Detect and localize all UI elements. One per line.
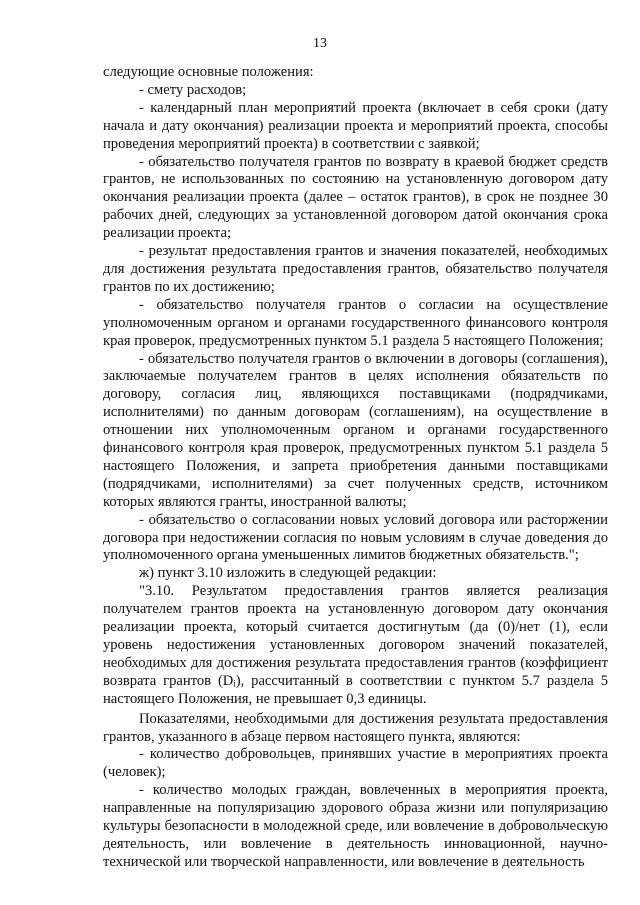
list-item-new-terms: - обязательство о согласовании новых условий договора или расторжении договора при недостижении согласия по новым условиям в случае доведения до уполномоченного органа уменьшенных лимитов бюджетных обязательств.";: [103, 511, 608, 564]
list-item-refund-obligation: - обязательство получателя грантов по возврату в краевой бюджет средств грантов, не использованных по состоянию на установленную договором дату окончания реализации проекта (далее – остаток грантов), в срок не позднее 30 рабочих дней, следующих за установленной договором датой окончания срока реализации проекта;: [103, 153, 608, 242]
list-item-volunteers: - количество добровольцев, принявших участие в мероприятиях проекта (человек);: [103, 746, 608, 781]
list-item-inspection-consent: - обязательство получателя грантов о согласии на осуществление уполномоченным органом и органами государственного финансового контроля края проверок, предусмотренных пунктом 5.1 раздела 5 настоящего Положения;: [103, 296, 608, 349]
list-item-calendar-plan: - календарный план мероприятий проекта (включает в себя сроки (дату начала и дату окончания) реализации проекта и мероприятий проекта, способы проведения мероприятий проекта) в соответствии с заявкой;: [103, 99, 608, 152]
list-item-result-indicators: - результат предоставления грантов и значения показателей, необходимых для достижения результата предоставления грантов, обязательство получателя грантов по их достижению;: [103, 243, 608, 295]
paragraph-intro: следующие основные положения:: [103, 64, 314, 80]
paragraph-clause-3-10: "3.10. Результатом предоставления грантов является реализация получателем грантов проекта на установленную договором дату окончания реализации проекта, который считается достигнутым (да (0)/нет (1), если уровень недостижения установленных договором значений показателей, необходимых для достижения результата предоставления грантов (коэффициент возврата грантов (Dᵢ), рассчитанный в соответствии с пунктом 5.7 раздела 5 настоящего Положения, не превышает 0,3 единицы.: [103, 583, 608, 707]
paragraph-indicators-intro: Показателями, необходимыми для достижения результата предоставления грантов, указанного в абзаце первом настоящего пункта, являются:: [103, 710, 608, 745]
document-body: [103, 64, 608, 872]
list-item-young-citizens: - количество молодых граждан, вовлеченных в мероприятия проекта, направленные на популяризацию здорового образа жизни или популяризацию культуры безопасности в молодежной среде, или вовлечение в добровольческую деятельность, или вовлечение в деятельность инновационной, научно-технической или творческой направленности, или вовлечение в деятельность: [103, 782, 608, 870]
list-item-estimate: - смету расходов;: [139, 81, 247, 98]
paragraph-amendment: ж) пункт 3.10 изложить в следующей редакции:: [139, 565, 437, 582]
list-item-contract-clauses: - обязательство получателя грантов о включении в договоры (соглашения), заключаемые получателем грантов в целях исполнения обязательств по договору, согласия лиц, являющихся поставщиками (подрядчиками, исполнителями) по данным договорам (соглашениям), на осуществление в отношении них уполномоченным органом и органами государственного финансового контроля края проверок, предусмотренных пунктом 5.1 раздела 5 настоящего Положения, и запрета приобретения данными поставщиками (подрядчиками, исполнителями) за счет полученных средств, источником которых являются гранты, иностранной валюты;: [103, 350, 608, 510]
page-number: 13: [313, 36, 327, 51]
